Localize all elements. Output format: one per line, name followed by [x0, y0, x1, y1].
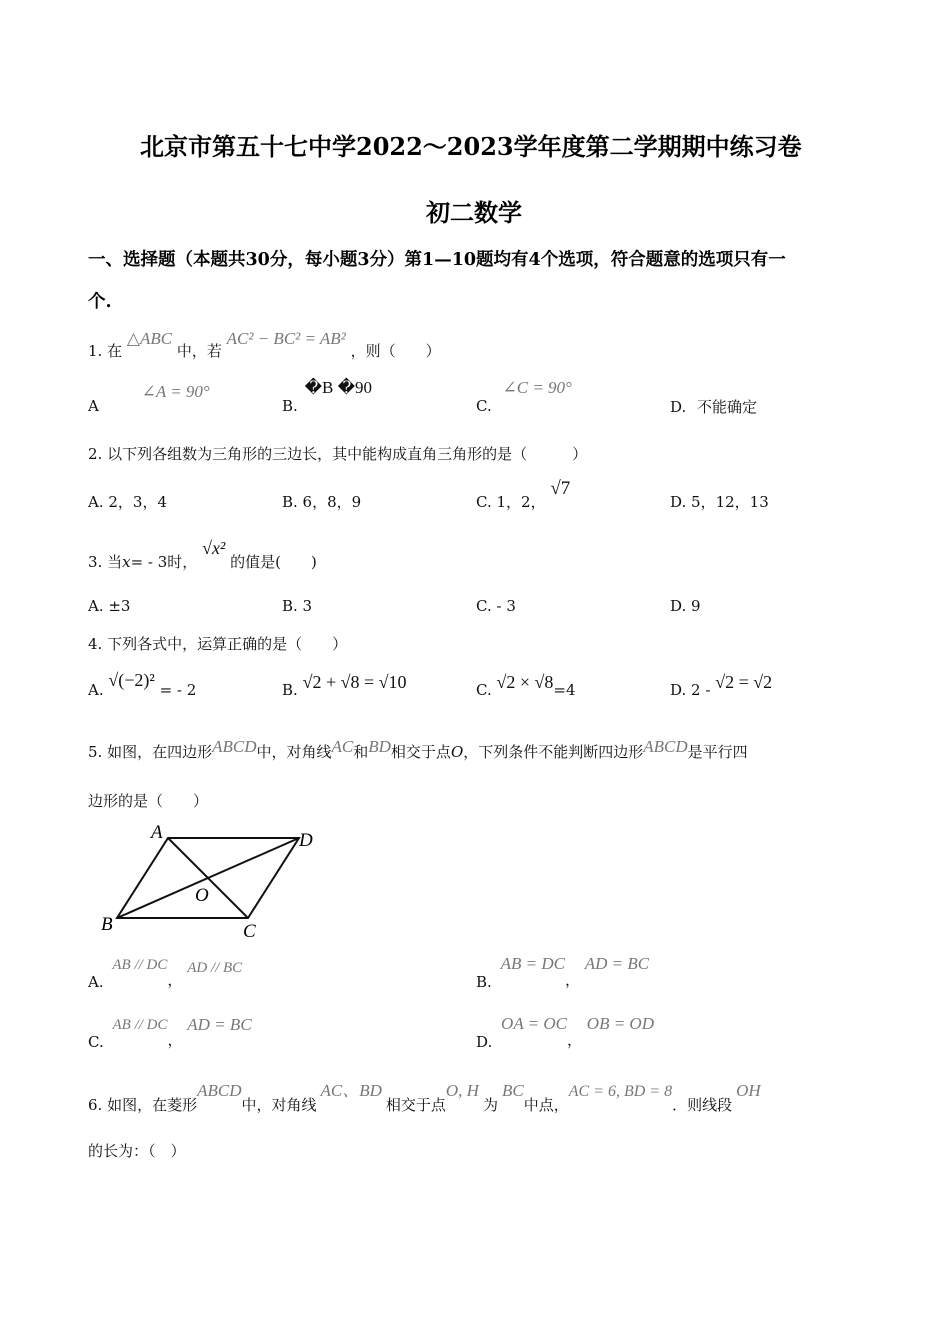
- question-6: [88, 1076, 761, 1114]
- q5-a-comma: ，: [167, 971, 183, 989]
- q4-d-math: √2 = √2: [715, 672, 773, 692]
- q5-a-m2: AD // BC: [187, 960, 243, 976]
- q6-p2: 中，对角线: [241, 1096, 317, 1114]
- q1-end: ，则（ ）: [350, 342, 441, 360]
- q2-option-b: B. 6，8，9: [282, 493, 362, 511]
- q4-b-label: B.: [282, 681, 298, 699]
- q3-mid: = - 3时，: [130, 553, 198, 571]
- vertex-d-label: D: [299, 830, 313, 851]
- question-2: 2. 以下列各组数为三角形的三边长，其中能构成直角三角形的是（ ）: [88, 445, 588, 463]
- parallelogram-figure: [95, 818, 325, 944]
- q4-d-label: D.: [670, 681, 687, 699]
- q4-a-label: A.: [88, 681, 104, 699]
- q5-b-label: B.: [476, 973, 492, 991]
- q5-m1: ABCD: [212, 737, 257, 756]
- q1-d-label: D.: [670, 398, 687, 416]
- q6-p1: 6. 如图，在菱形: [88, 1096, 198, 1114]
- q1-a-math: ∠A = 90°: [141, 382, 210, 401]
- q4-option-b: [282, 672, 407, 699]
- q1-equation: AC² − BC² = AB²: [226, 329, 346, 348]
- q4-c-math: √2 × √8: [496, 672, 554, 692]
- q5-d-label: D.: [476, 1033, 493, 1051]
- q2-option-a: A. 2，3，4: [88, 493, 167, 511]
- q1-option-d: [670, 396, 757, 417]
- q4-a-rest: = - 2: [159, 681, 197, 699]
- q5-p4: 相交于点: [390, 743, 451, 761]
- q3-option-b: B. 3: [282, 597, 313, 615]
- q5-m5: ABCD: [643, 737, 688, 756]
- question-6-cont: 的长为：（ ）: [88, 1142, 186, 1160]
- vertex-a-label: A: [151, 822, 163, 843]
- q5-d-m1: OA = OC: [501, 1014, 567, 1033]
- q5-p5: ，下列条件不能判断四边形: [463, 743, 644, 761]
- q5-option-c: [88, 1013, 252, 1051]
- q5-b-m1: AB = DC: [500, 954, 565, 973]
- q6-m1: ABCD: [197, 1081, 242, 1100]
- q4-c-label: C.: [476, 681, 492, 699]
- q4-option-d: [670, 672, 773, 699]
- q5-m3: BD: [368, 737, 391, 756]
- q5-option-a: [88, 953, 243, 991]
- q5-d-comma: ，: [567, 1031, 583, 1049]
- q1-d-text: 不能确定: [697, 398, 758, 416]
- vertex-b-label: B: [101, 914, 113, 935]
- q6-m6: OH: [736, 1081, 761, 1100]
- q5-option-d: [476, 1013, 654, 1051]
- question-1: [88, 328, 441, 360]
- q2-option-c: [476, 478, 571, 511]
- q6-m3: O, H: [445, 1081, 479, 1100]
- q4-option-c: [476, 672, 576, 699]
- page-subtitle: 初二数学: [426, 198, 522, 227]
- q3-math: √x²: [202, 538, 226, 558]
- question-4: 4. 下列各式中，运算正确的是（ ）: [88, 635, 348, 653]
- q6-p3: 相交于点: [385, 1096, 446, 1114]
- q5-p6: 是平行四: [687, 743, 748, 761]
- q2-c-math: √7: [550, 478, 571, 499]
- q5-a-label: A.: [88, 973, 104, 991]
- q5-a-m1: AB // DC: [112, 957, 168, 973]
- q5-c-comma: ，: [167, 1031, 183, 1049]
- q6-p5: 中点，: [523, 1096, 569, 1114]
- section-heading-cont: 个.: [88, 292, 112, 312]
- q6-p4: 为: [482, 1096, 498, 1114]
- q5-p3: 和: [353, 743, 369, 761]
- q3-end: 的值是( ): [230, 553, 317, 571]
- vertex-c-label: C: [243, 921, 256, 942]
- q3-var: x: [122, 553, 131, 571]
- q6-m5: AC = 6, BD = 8: [568, 1083, 673, 1100]
- q6-m2: AC、BD: [320, 1081, 382, 1100]
- q2-option-d: D. 5，12，13: [670, 493, 769, 511]
- q3-option-c: C. - 3: [476, 597, 516, 615]
- q6-p6: ．则线段: [672, 1096, 733, 1114]
- diagonal-bd: [117, 838, 299, 918]
- q1-mid: 中，若: [176, 342, 222, 360]
- q5-b-m2: AD = BC: [584, 954, 650, 973]
- q4-c-rest: =4: [553, 681, 576, 699]
- q3-pre: 3. 当: [88, 553, 123, 571]
- q5-c-m2: AD = BC: [187, 1015, 252, 1034]
- section-heading: 一、选择题（本题共30分，每小题3分）第1—10题均有4个选项，符合题意的选项只有一: [88, 250, 786, 270]
- q5-b-comma: ，: [564, 971, 580, 989]
- q5-option-b: [476, 953, 650, 991]
- question-5: [88, 736, 748, 761]
- page-title: 北京市第五十七中学2022～2023学年度第二学期期中练习卷: [140, 132, 802, 161]
- q1-option-c: [476, 378, 572, 415]
- q5-m2: AC: [331, 737, 354, 756]
- q5-c-label: C.: [88, 1033, 104, 1051]
- q1-a-label: A: [88, 397, 99, 415]
- center-o-label: O: [195, 885, 209, 906]
- q3-option-d: D. 9: [670, 597, 701, 615]
- q4-d-text: 2 -: [691, 681, 711, 699]
- q4-option-a: [88, 670, 197, 699]
- question-3: [88, 538, 317, 571]
- q1-b-label: B.: [282, 397, 298, 415]
- q1-c-math: ∠C = 90°: [502, 378, 572, 397]
- question-5-cont: 边形的是（ ）: [88, 792, 209, 810]
- q4-b-math: √2 + √8 = √10: [302, 672, 407, 692]
- q1-triangle: △ABC: [126, 329, 173, 348]
- q5-m4: O: [450, 743, 464, 761]
- q1-num: 1. 在: [88, 342, 123, 360]
- q3-option-a: A. ±3: [88, 597, 131, 615]
- q5-p2: 中，对角线: [256, 743, 332, 761]
- q6-m4: BC: [501, 1081, 524, 1100]
- q5-c-m1: AB // DC: [112, 1017, 168, 1033]
- q1-option-b: [282, 378, 373, 415]
- q5-d-m2: OB = OD: [586, 1014, 654, 1033]
- q1-b-math: �B �90: [304, 378, 373, 397]
- q1-option-a: [88, 382, 210, 415]
- q5-p1: 5. 如图，在四边形: [88, 743, 213, 761]
- q2-c-text: C. 1，2，: [476, 493, 546, 511]
- q1-c-label: C.: [476, 397, 492, 415]
- q4-a-math: √(−2)²: [108, 670, 155, 690]
